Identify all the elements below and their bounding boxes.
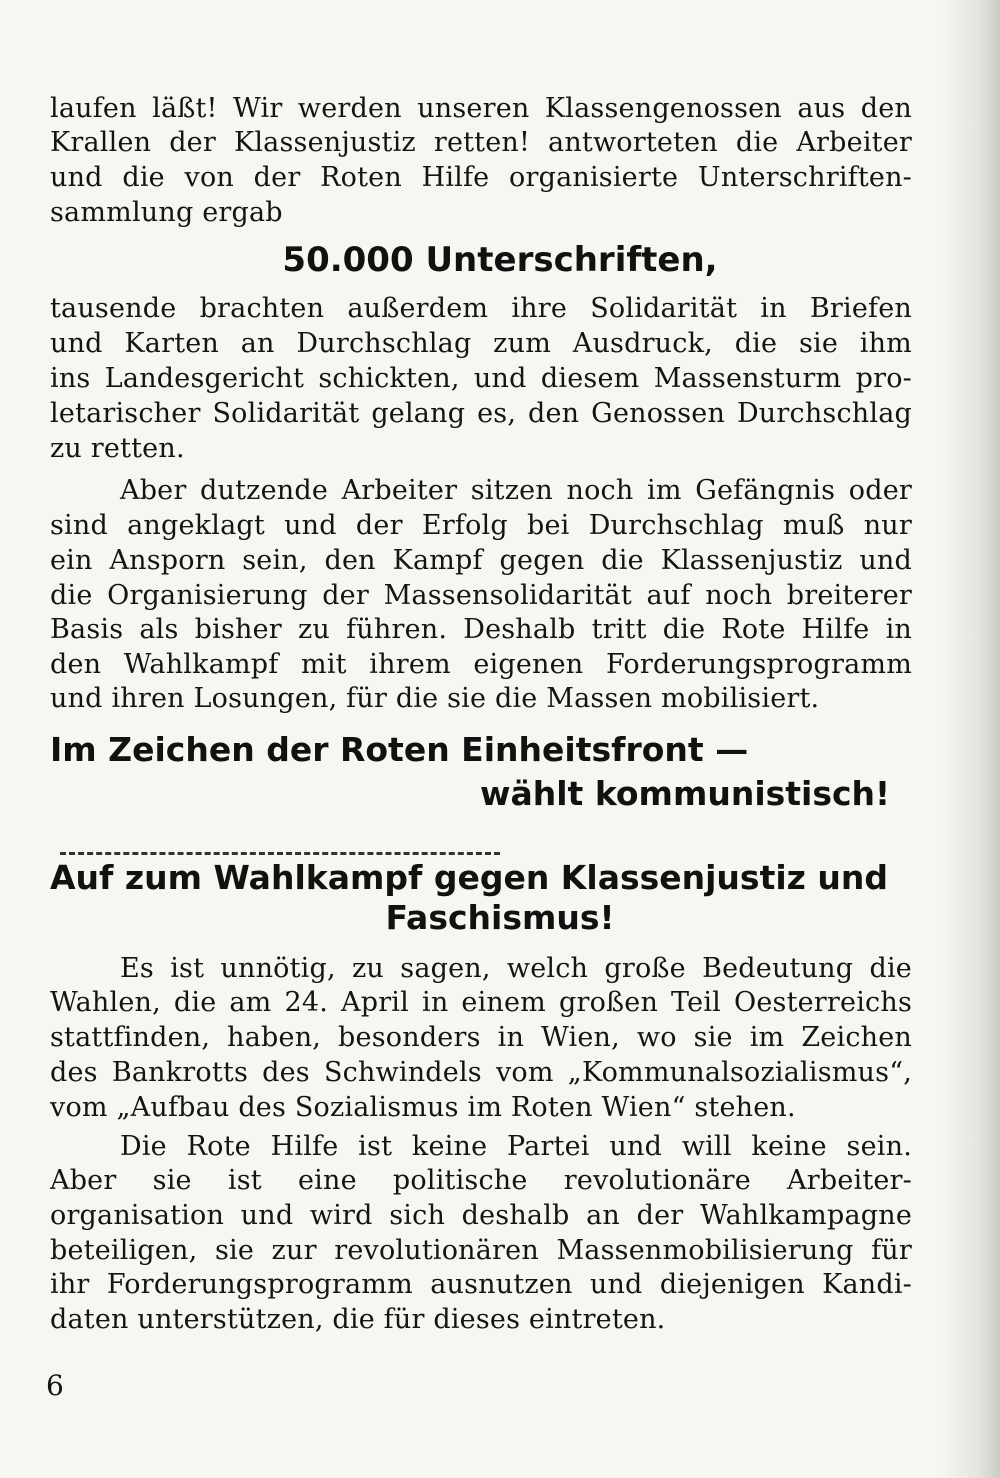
text-line: letarischer Solidarität gelang es, den Genossen Durchschlag: [50, 398, 912, 429]
text-line: ein Ansporn sein, den Kampf gegen die Klassenjustiz und: [50, 545, 912, 576]
text-line: und Karten an Durchschlag zum Ausdruck, die sie ihm: [50, 328, 912, 359]
text-line: die Organisierung der Massensolidarität auf noch breiterer: [50, 580, 912, 611]
page-number: 6: [46, 1369, 64, 1402]
text-line: des Bankrotts des Schwindels vom „Kommunalsozialismus“,: [50, 1057, 912, 1088]
text-line: und die von der Roten Hilfe organisierte Unterschriften-: [50, 162, 912, 193]
text-line: tausende brachten außerdem ihre Solidarität in Briefen: [50, 293, 912, 324]
text-line: Wahlen, die am 24. April in einem großen Teil Oesterreichs: [50, 987, 912, 1018]
heading-campaign-line-1: Auf zum Wahlkampf gegen Klassenjustiz und: [50, 858, 888, 897]
text-line: zu retten.: [50, 433, 185, 464]
slogan-line-1: Im Zeichen der Roten Einheitsfront —: [50, 730, 749, 769]
slogan-line-2: wählt kommunistisch!: [480, 774, 891, 813]
text-line: sind angeklagt und der Erfolg bei Durchschlag muß nur: [50, 510, 912, 541]
text-line: organisation und wird sich deshalb an der Wahlkampagne: [50, 1200, 912, 1231]
text-line: Aber sie ist eine politische revolutionäre Arbeiter-: [50, 1165, 912, 1196]
text-line: Es ist unnötig, zu sagen, welch große Bedeutung die: [120, 953, 912, 984]
text-line: Die Rote Hilfe ist keine Partei und will keine sein.: [120, 1131, 912, 1162]
heading-campaign-line-2: Faschismus!: [385, 898, 615, 937]
text-line: und ihren Losungen, für die sie die Massen mobilisiert.: [50, 683, 820, 714]
text-line: Aber dutzende Arbeiter sitzen noch im Gefängnis oder: [120, 475, 912, 506]
text-line: Basis als bisher zu führen. Deshalb tritt die Rote Hilfe in: [50, 614, 912, 645]
page-edge-shadow: [940, 0, 1000, 1478]
text-line: laufen läßt! Wir werden unseren Klassengenossen aus den: [50, 93, 912, 124]
text-line: den Wahlkampf mit ihrem eigenen Forderungsprogramm: [50, 649, 912, 680]
text-line: ins Landesgericht schickten, und diesem Massensturm pro-: [50, 363, 912, 394]
text-line: sammlung ergab: [50, 197, 283, 228]
text-line: vom „Aufbau des Sozialismus im Roten Wien“ stehen.: [50, 1092, 796, 1123]
section-divider: [60, 852, 500, 855]
text-line: beteiligen, sie zur revolutionären Massenmobilisierung für: [50, 1235, 912, 1266]
text-line: stattfinden, haben, besonders in Wien, wo sie im Zeichen: [50, 1022, 912, 1053]
text-line: daten unterstützen, die für dieses eintreten.: [50, 1304, 666, 1335]
heading-signatures: 50.000 Unterschriften,: [282, 240, 718, 280]
text-line: Krallen der Klassenjustiz retten! antworteten die Arbeiter: [50, 127, 912, 158]
text-line: ihr Forderungsprogramm ausnutzen und diejenigen Kandi-: [50, 1269, 912, 1300]
